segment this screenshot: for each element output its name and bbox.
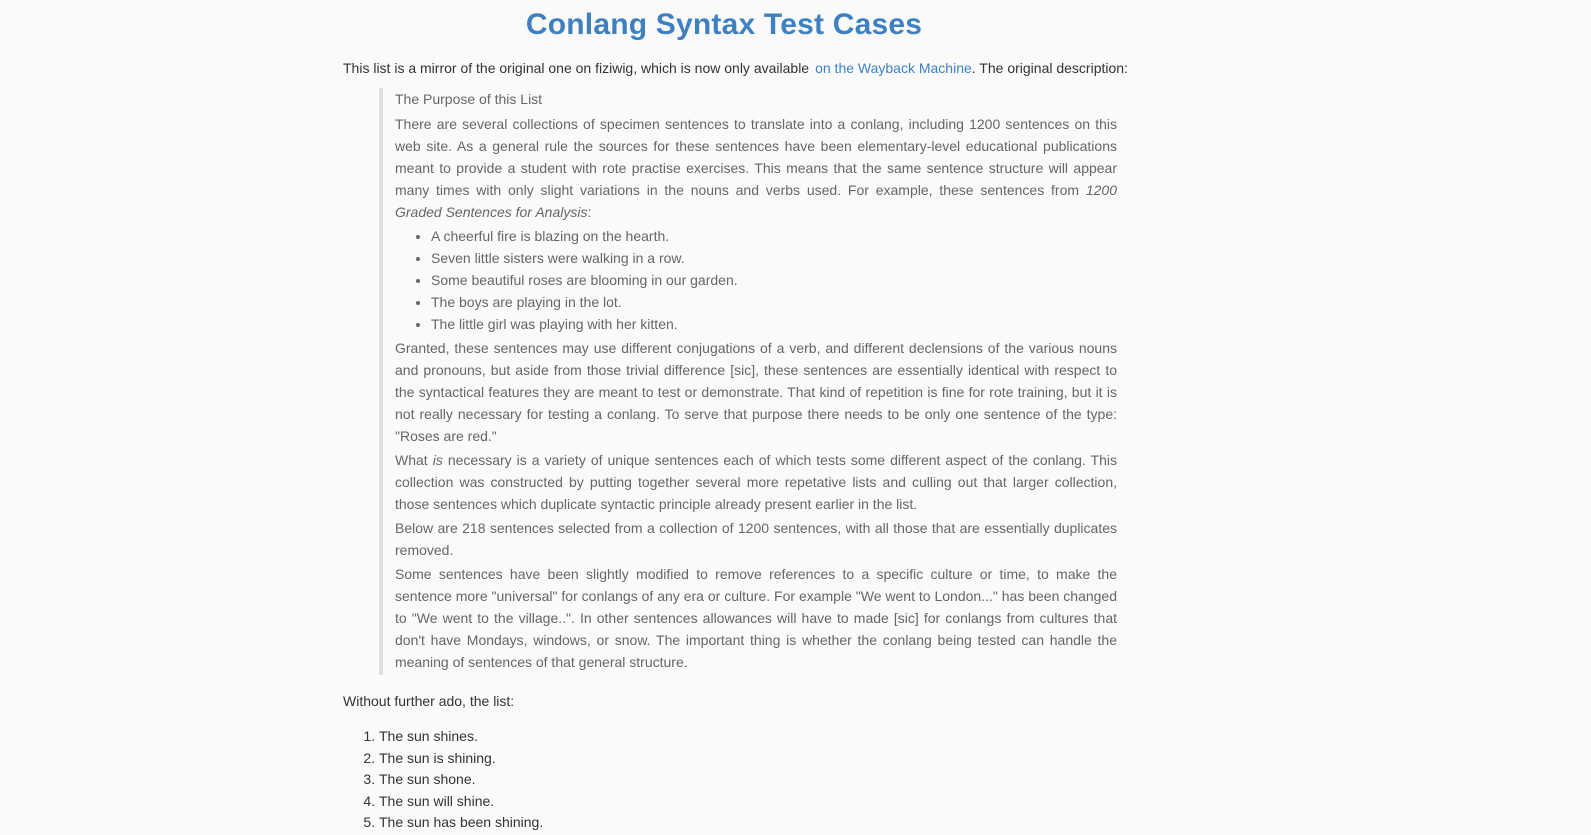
list-item: • Some beautiful roses are blooming in our garden. xyxy=(431,269,1117,291)
quote-p3-start: What xyxy=(395,452,433,468)
list-item: • The little girl was playing with her kitten. xyxy=(431,313,1117,335)
quote-p3-end: necessary is a variety of unique sentences each of which tests some different aspect of the conlang. This collection was constructed by putting together several more repetative lists and culling out that larger collection, those sentences which duplicate syntactic principle already present earlier in the list. xyxy=(395,452,1117,512)
quote-p1-end: : xyxy=(587,204,592,220)
list-item: • The boys are playing in the lot. xyxy=(431,291,1117,313)
quote-paragraph-3 xyxy=(395,449,1117,515)
sentence-list xyxy=(343,726,543,834)
example-sentences-list xyxy=(395,225,1117,335)
quote-paragraph-1 xyxy=(395,113,1117,223)
quote-paragraph-5: Some sentences have been slightly modified to remove references to a specific culture or time, to make the sentence more "universal" for conlangs of any era or culture. For example "We went to London..." has been changed to "We went to the village..". In other sentences allowances will have to made [sic] for conlangs from cultures that don't have Mondays, windows, or snow. The important thing is whether the conlang being tested can handle the meaning of sentences of that general structure. xyxy=(395,566,1117,670)
intro-text-after: . The original description: xyxy=(971,60,1128,76)
page-content xyxy=(343,0,1128,831)
quote-paragraph-4: Below are 218 sentences selected from a collection of 1200 sentences, with all those that are essentially duplicates removed. xyxy=(395,520,1117,558)
list-item: 1. The sun shines. xyxy=(379,726,543,748)
quote-heading: The Purpose of this List xyxy=(395,91,543,107)
list-item: 3. The sun shone. xyxy=(379,769,543,791)
intro-paragraph xyxy=(343,58,1128,78)
list-item: 2. The sun is shining. xyxy=(379,748,543,770)
list-item: 5. The sun has been shining. xyxy=(379,812,543,834)
quote-p3-emphasis: is xyxy=(432,452,443,468)
intro-text: This list is a mirror of the original one on fiziwig, which is now only available xyxy=(343,60,810,76)
original-description-blockquote xyxy=(379,88,1117,675)
list-item: 4. The sun will shine. xyxy=(379,791,543,813)
quote-p1-text: There are several collections of specimen sentences to translate into a conlang, including 1200 sentences on this web site. As a general rule the sources for these sentences have been elementary-level educational publications meant to provide a student with rote practise exercises. This means that the same sentence structure will appear many times with only slight variations in the nouns and verbs used. For example, these sentences from xyxy=(395,116,1117,198)
list-item: • A cheerful fire is blazing on the hearth. xyxy=(431,225,1117,247)
page-title: Conlang Syntax Test Cases xyxy=(525,8,923,41)
quote-paragraph-2: Granted, these sentences may use different conjugations of a verb, and different declensions of the various nouns and pronouns, but aside from those trivial difference [sic], these sentences are essentially identical with respect to the syntactical features they are meant to test or demonstrate. That kind of repetition is fine for rote training, but it is not really necessary for testing a conlang. To serve that purpose there needs to be only one sentence of the type: "Roses are red." xyxy=(395,340,1117,444)
list-intro: Without further ado, the list: xyxy=(343,693,515,709)
book-title: 1200 Graded Sentences for Analysis xyxy=(395,182,1117,220)
list-item: • Seven little sisters were walking in a row. xyxy=(431,247,1117,269)
wayback-machine-link[interactable]: on the Wayback Machine xyxy=(815,60,972,76)
